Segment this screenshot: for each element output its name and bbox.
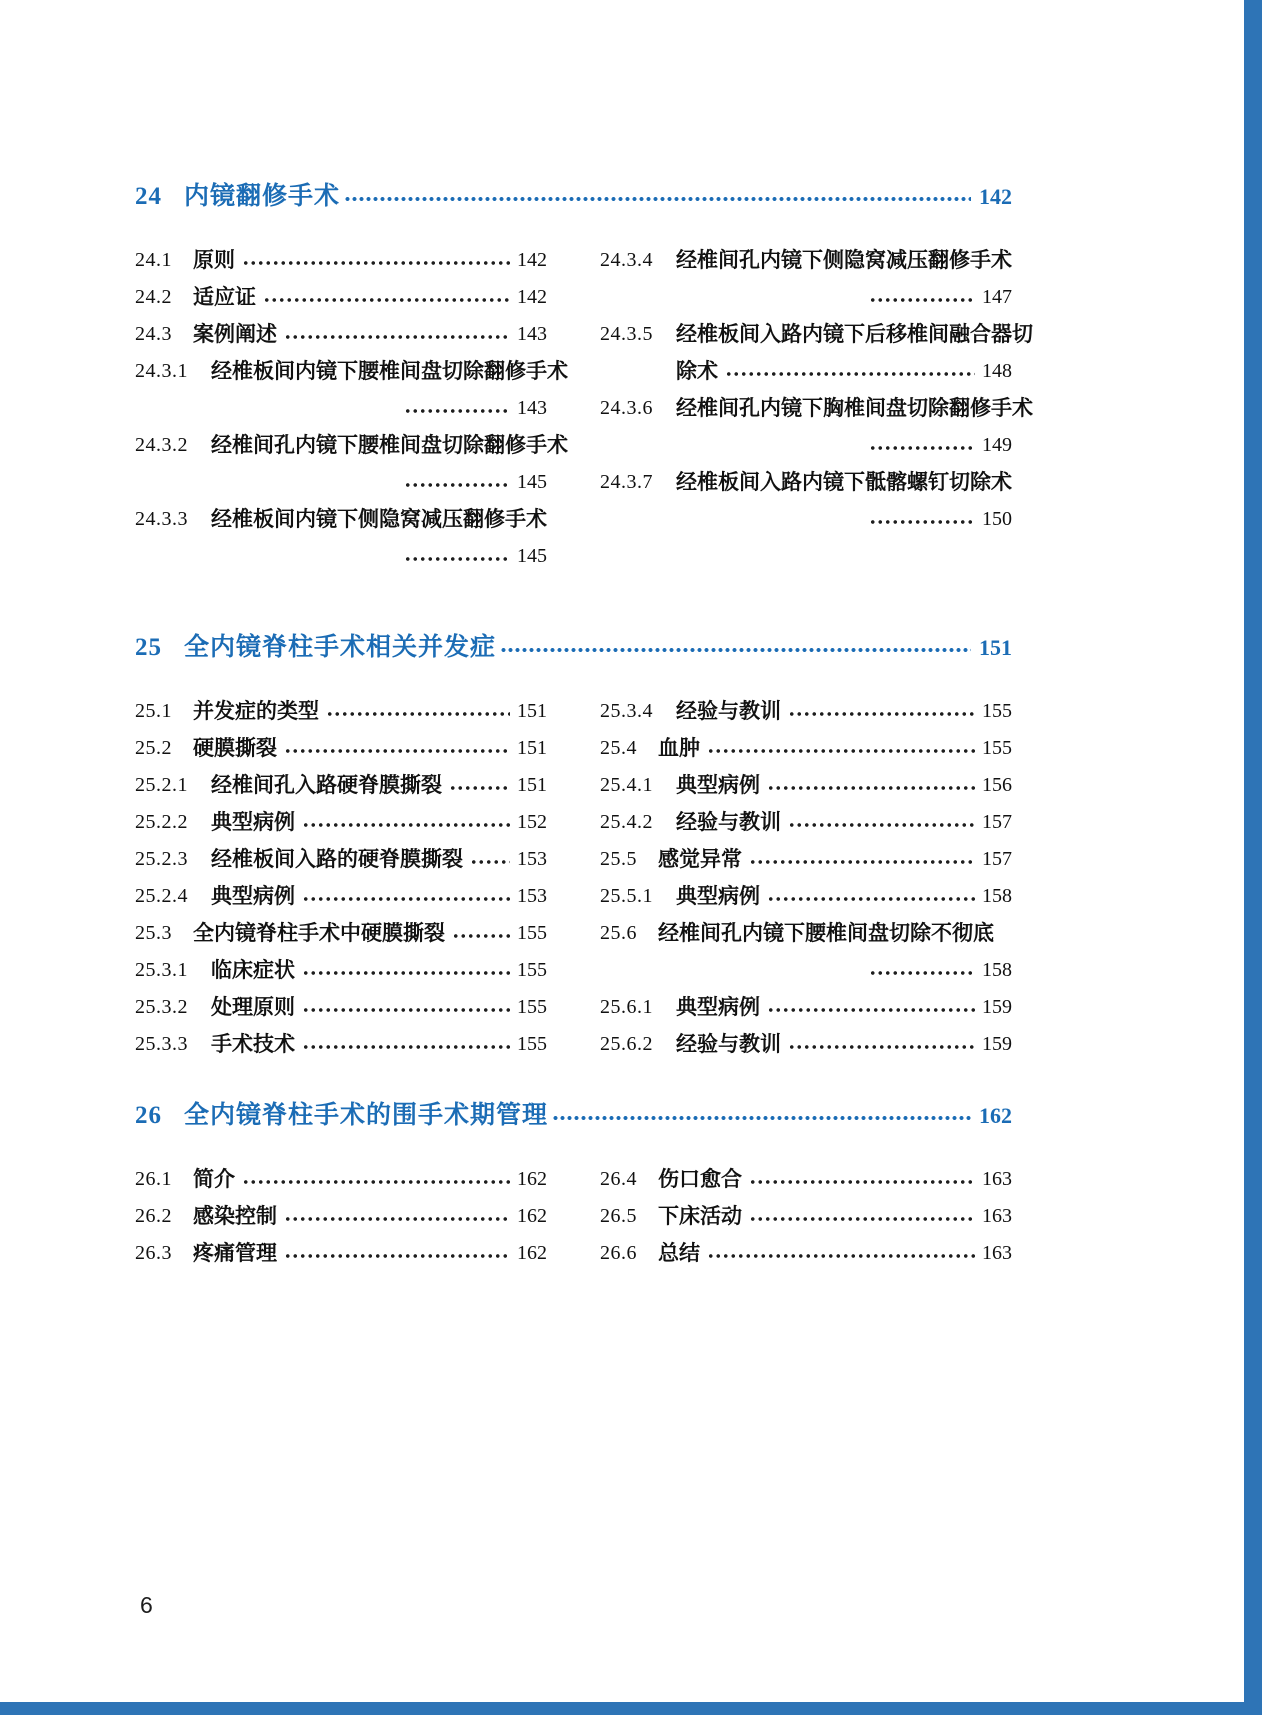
chapter-title: 全内镜脊柱手术相关并发症 [184,634,497,661]
entry-number: 26.2 [135,1205,172,1227]
toc-entry-line [135,989,547,1026]
entry-title: 原则 [193,248,235,272]
entry-page-number: 145 [517,471,547,493]
dot-leader [869,952,975,989]
entry-page-number: 149 [982,434,1012,456]
chapter-title: 全内镜脊柱手术的围手术期管理 [184,1102,549,1129]
entry-title: 伤口愈合 [658,1167,742,1191]
entry-title: 疼痛管理 [193,1241,277,1265]
page-border-bottom [0,1702,1262,1715]
dot-leader [404,390,510,427]
entry-page-number: 152 [517,811,547,833]
toc-entry [600,390,1033,464]
entry-page-number: 143 [517,397,547,419]
entry-title: 感染控制 [193,1204,277,1228]
toc-entry-line [600,767,1012,804]
toc-entry-continuation [600,427,1012,464]
chapter-number: 24 [135,183,162,210]
entry-title: 经椎板间入路的硬脊膜撕裂 [211,847,463,871]
toc-entry-continuation [600,952,1012,989]
entry-number: 25.1 [135,700,172,722]
entry-number: 26.3 [135,1242,172,1264]
entry-number: 24.3 [135,323,172,345]
toc-entry-line [600,316,1033,353]
toc-entry-line [135,878,547,915]
toc-entry-line [600,1198,1012,1235]
dot-leader [284,1235,510,1272]
dot-leader [302,1026,510,1063]
entry-title: 典型病例 [676,995,760,1019]
entry-number: 25.2.2 [135,811,188,833]
entry-title: 经椎板间入路内镜下后移椎间融合器切 [676,322,1033,346]
entry-page-number: 159 [982,1033,1012,1055]
toc-entry [600,464,1012,538]
toc-entry-continuation [135,464,547,501]
entry-title: 经椎板间入路内镜下骶髂螺钉切除术 [676,470,1012,494]
toc-entry-line [600,878,1012,915]
toc-entry-line [135,1026,547,1063]
entry-page-number: 148 [982,360,1012,382]
toc-entry [135,1026,547,1063]
dot-leader [707,1235,975,1272]
dot-leader [452,915,510,952]
chapter-page-number: 151 [979,635,1012,660]
entry-page-number: 153 [517,848,547,870]
entry-title: 典型病例 [676,773,760,797]
entry-title: 经椎板间内镜下侧隐窝减压翻修手术 [211,507,547,531]
entry-number: 25.2.4 [135,885,188,907]
entry-number: 24.3.4 [600,249,653,271]
entry-page-number: 159 [982,996,1012,1018]
toc-entry-line [135,353,568,390]
entry-page-number: 162 [517,1205,547,1227]
entry-page-number: 142 [517,286,547,308]
toc-entry-line [135,279,547,316]
entry-page-number: 163 [982,1205,1012,1227]
toc-column-right [600,693,1012,1063]
entry-number: 25.3.3 [135,1033,188,1055]
entry-title: 典型病例 [211,884,295,908]
page-border-right [1244,0,1262,1715]
toc-entry [600,1198,1012,1235]
toc-entry-line [135,1198,547,1235]
entry-title: 经椎间孔内镜下腰椎间盘切除翻修手术 [211,433,568,457]
dot-leader [470,841,510,878]
toc-entry [135,804,547,841]
toc-entry-continuation [600,279,1012,316]
toc-entry [135,1161,547,1198]
dot-leader [404,538,510,575]
toc-entry [600,878,1012,915]
toc-entry-line [135,915,547,952]
toc-entry [600,1235,1012,1272]
entry-number: 25.4.2 [600,811,653,833]
entry-number: 26.6 [600,1242,637,1264]
chapter-heading [135,627,1012,669]
toc-entry-continuation [135,538,547,575]
dot-leader [263,279,510,316]
entry-number: 26.1 [135,1168,172,1190]
dot-leader [242,242,510,279]
toc-entry [600,316,1033,390]
toc-entry [600,242,1012,316]
entry-page-number: 155 [982,737,1012,759]
toc-entry-continuation [600,501,1012,538]
entry-title: 临床症状 [211,958,295,982]
entry-title: 手术技术 [211,1032,295,1056]
entry-title: 处理原则 [211,995,295,1019]
toc-entry [135,841,547,878]
toc-entry [135,952,547,989]
entry-number: 24.3.7 [600,471,653,493]
toc-entry-line [135,841,547,878]
entry-number: 25.3.2 [135,996,188,1018]
entry-number: 26.5 [600,1205,637,1227]
dot-leader [284,316,510,353]
toc-entry [600,767,1012,804]
entry-title: 总结 [658,1241,700,1265]
toc-entry [135,353,568,427]
toc-column-right [600,1161,1012,1272]
toc-entry [135,316,547,353]
chapter-number: 25 [135,634,162,661]
dot-leader [284,1198,510,1235]
entry-title: 典型病例 [211,810,295,834]
entry-title: 经椎间孔内镜下胸椎间盘切除翻修手术 [676,396,1033,420]
dot-leader [707,730,975,767]
entry-number: 25.6.1 [600,996,653,1018]
entry-page-number: 151 [517,737,547,759]
entry-number: 25.3 [135,922,172,944]
dot-leader [869,501,975,538]
entry-page-number: 163 [982,1168,1012,1190]
entry-page-number: 153 [517,885,547,907]
entry-number: 24.3.5 [600,323,653,345]
entry-page-number: 156 [982,774,1012,796]
toc-entry-line [135,952,547,989]
toc-chapter-24 [135,176,1033,575]
entry-title: 案例阐述 [193,322,277,346]
dot-leader [788,804,975,841]
toc-entry-line [600,1026,1012,1063]
toc-entry [135,242,547,279]
entry-number: 25.3.4 [600,700,653,722]
entry-title: 经验与教训 [676,810,781,834]
toc-entry-line [135,730,547,767]
toc-entry-line [135,1161,547,1198]
entry-number: 26.4 [600,1168,637,1190]
chapter-columns [135,1161,1012,1272]
entry-title: 经验与教训 [676,1032,781,1056]
toc-entry-line [135,804,547,841]
entry-number: 24.3.2 [135,434,188,456]
dot-leader [552,1095,971,1137]
dot-leader [302,878,510,915]
entry-page-number: 151 [517,774,547,796]
entry-page-number: 162 [517,1242,547,1264]
toc-entry-line [600,841,1012,878]
entry-page-number: 147 [982,286,1012,308]
entry-page-number: 155 [517,922,547,944]
dot-leader [344,176,971,218]
toc-entry [135,427,568,501]
entry-title: 典型病例 [676,884,760,908]
entry-number: 25.2 [135,737,172,759]
toc-entry [135,1198,547,1235]
toc-entry-continuation [135,390,547,427]
entry-title: 下床活动 [658,1204,742,1228]
toc-entry-line [600,1235,1012,1272]
entry-title: 简介 [193,1167,235,1191]
entry-title-continued: 除术 [676,359,718,383]
dot-leader [749,841,975,878]
toc-entry-line [600,915,1012,952]
entry-title: 硬膜撕裂 [193,736,277,760]
entry-number: 25.3.1 [135,959,188,981]
entry-page-number: 158 [982,959,1012,981]
entry-page-number: 142 [517,249,547,271]
dot-leader [302,952,510,989]
entry-title: 血肿 [658,736,700,760]
toc-entry [135,989,547,1026]
toc-entry [135,279,547,316]
toc-entry-line [600,390,1033,427]
chapter-heading [135,176,1012,218]
entry-number: 24.1 [135,249,172,271]
entry-title: 经验与教训 [676,699,781,723]
toc-entry [135,693,547,730]
toc-entry [135,767,547,804]
entry-page-number: 150 [982,508,1012,530]
toc-entry [600,915,1012,989]
entry-title: 感觉异常 [658,847,742,871]
dot-leader [788,693,975,730]
toc-entry [600,693,1012,730]
entry-page-number: 157 [982,848,1012,870]
entry-page-number: 155 [982,700,1012,722]
dot-leader [767,878,975,915]
dot-leader [767,989,975,1026]
toc-column-left [135,693,547,1063]
toc-entry-line [600,730,1012,767]
toc-entry [135,501,547,575]
toc-entry-continuation [600,353,1012,390]
entry-number: 25.5.1 [600,885,653,907]
toc-entry-line [600,693,1012,730]
entry-number: 25.5 [600,848,637,870]
dot-leader [749,1161,975,1198]
dot-leader [788,1026,975,1063]
chapter-heading [135,1095,1012,1137]
dot-leader [404,464,510,501]
entry-number: 25.2.3 [135,848,188,870]
entry-page-number: 157 [982,811,1012,833]
entry-page-number: 163 [982,1242,1012,1264]
entry-number: 25.4.1 [600,774,653,796]
entry-title: 经椎间孔内镜下侧隐窝减压翻修手术 [676,248,1012,272]
dot-leader [749,1198,975,1235]
dot-leader [242,1161,510,1198]
toc-entry-line [135,501,547,538]
dot-leader [326,693,510,730]
toc-entry [600,730,1012,767]
toc-entry-line [600,804,1012,841]
toc-column-right [600,242,1033,575]
entry-number: 24.2 [135,286,172,308]
entry-number: 25.2.1 [135,774,188,796]
dot-leader [302,989,510,1026]
toc-entry [600,804,1012,841]
entry-page-number: 151 [517,700,547,722]
entry-title: 并发症的类型 [193,699,319,723]
toc-entry [135,1235,547,1272]
toc-entry [135,878,547,915]
dot-leader [725,353,975,390]
entry-number: 24.3.1 [135,360,188,382]
toc-entry [600,1026,1012,1063]
entry-number: 24.3.6 [600,397,653,419]
chapter-title: 内镜翻修手术 [184,183,341,210]
toc-entry [600,1161,1012,1198]
chapter-columns [135,242,1033,575]
entry-page-number: 155 [517,996,547,1018]
entry-page-number: 143 [517,323,547,345]
chapter-number: 26 [135,1102,162,1129]
chapter-columns [135,693,1012,1063]
toc-chapter-25 [135,627,1012,1063]
dot-leader [500,627,971,669]
toc-entry-line [135,1235,547,1272]
entry-page-number: 155 [517,959,547,981]
toc-entry-line [135,693,547,730]
dot-leader [284,730,510,767]
page-number: 6 [140,1592,153,1618]
toc-chapter-26 [135,1095,1012,1272]
toc-column-left [135,1161,547,1272]
entry-page-number: 145 [517,545,547,567]
entry-title: 经椎间孔入路硬脊膜撕裂 [211,773,442,797]
entry-title: 经椎间孔内镜下腰椎间盘切除不彻底 [658,921,994,945]
toc-column-left [135,242,568,575]
toc-entry-line [135,427,568,464]
entry-page-number: 155 [517,1033,547,1055]
entry-number: 25.6 [600,922,637,944]
chapter-page-number: 142 [979,184,1012,209]
toc-entry-line [600,464,1012,501]
toc-entry-line [600,242,1012,279]
entry-title: 全内镜脊柱手术中硬膜撕裂 [193,921,445,945]
dot-leader [869,427,975,464]
entry-number: 25.4 [600,737,637,759]
entry-page-number: 158 [982,885,1012,907]
toc-entry-line [135,316,547,353]
toc-entry [600,841,1012,878]
entry-title: 适应证 [193,285,256,309]
toc-entry-line [135,767,547,804]
toc-entry-line [600,1161,1012,1198]
chapter-page-number: 162 [979,1103,1012,1128]
dot-leader [302,804,510,841]
toc-entry-line [135,242,547,279]
table-of-contents [135,176,1033,1272]
entry-number: 24.3.3 [135,508,188,530]
toc-entry [600,989,1012,1026]
toc-entry [135,915,547,952]
toc-entry [135,730,547,767]
entry-title: 经椎板间内镜下腰椎间盘切除翻修手术 [211,359,568,383]
entry-number: 25.6.2 [600,1033,653,1055]
dot-leader [869,279,975,316]
dot-leader [767,767,975,804]
dot-leader [449,767,510,804]
toc-entry-line [600,989,1012,1026]
entry-page-number: 162 [517,1168,547,1190]
